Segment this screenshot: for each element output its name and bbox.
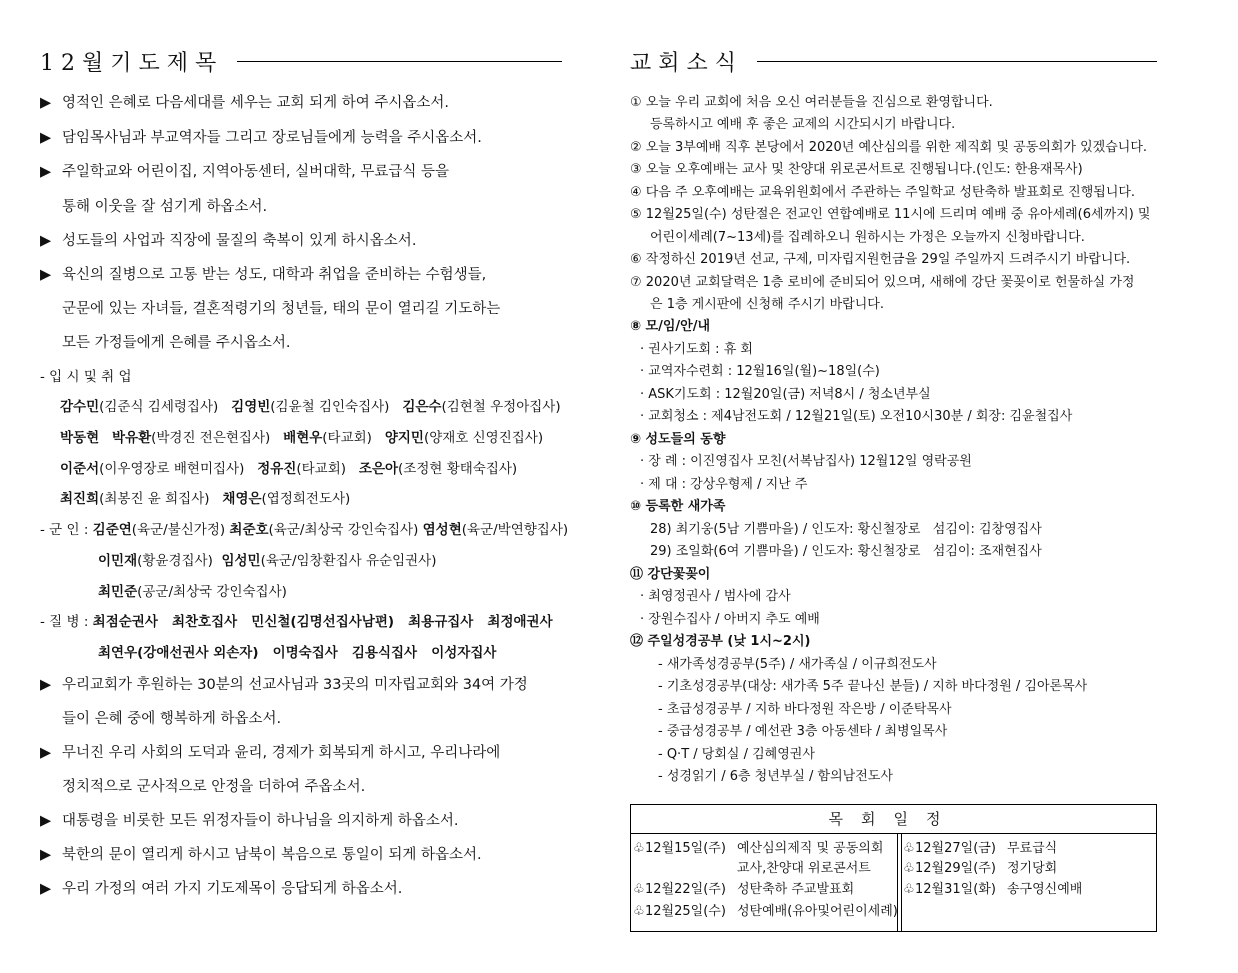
triangle-bullet-icon: ▶ <box>40 233 52 249</box>
news-item-cont: 은 1층 게시판에 신청해 주시기 바랍니다. <box>650 297 884 312</box>
prayer-item: ▶ 성도들의 사업과 직장에 물질의 축복이 있게 하시옵소서. <box>40 233 417 249</box>
illness-row: 최연우(강애선권사 외손자) 이명숙집사 김용식집사 이성자집사 <box>98 645 497 661</box>
prayer-item: ▶ 우리 가정의 여러 가지 기도제목이 응답되게 하옵소서. <box>40 881 403 897</box>
exam-row: 이준서(이우영장로 배현미집사) 정유진(타교회) 조은아(조정현 황태숙집사) <box>60 461 518 477</box>
prayer-item: ▶ 영적인 은혜로 다음세대를 세우는 교회 되게 하여 주시옵소서. <box>40 95 450 111</box>
new-family-item: 29) 조일화(6여 기쁨마을) / 인도자: 황신철장로 섬김이: 조재현집사 <box>650 544 1042 559</box>
members-item: · 장 례 : 이진영집사 모친(서복남집사) 12월12일 영락공원 <box>640 454 972 469</box>
meeting-item: · 교회청소 : 제4남전도회 / 12월21일(토) 오전10시30분 / 회장: 김윤철집사 <box>640 409 1073 424</box>
members-heading: ⑨ 성도들의 동향 <box>630 432 726 447</box>
bible-study-item: - 기초성경공부(대상: 새가족 5주 끝나신 분들) / 지하 바다정원 / 김아론목사 <box>658 679 1088 694</box>
prayer-item-cont: 모든 가정들에게 은혜를 주시옵소서. <box>62 335 291 351</box>
bible-study-item: - 성경읽기 / 6층 청년부실 / 함의남전도사 <box>658 769 893 784</box>
schedule-entry: ♧12월15일(주) 예산심의제직 및 공동의회 <box>633 841 884 856</box>
news-item-cont: 등록하시고 예배 후 좋은 교제의 시간되시기 바랍니다. <box>650 117 956 132</box>
new-family-heading: ⑩ 등록한 새가족 <box>630 499 726 514</box>
flowers-item: · 최영정권사 / 범사에 감사 <box>640 589 791 604</box>
clover-icon: ♧ <box>903 861 915 876</box>
illness-row: - 질 병 : 최점순권사 최찬호집사 민신철(김명선집사남편) 최용규집사 최정애권사 <box>40 614 553 630</box>
triangle-bullet-icon: ▶ <box>40 847 52 863</box>
news-item: ⑦ 2020년 교회달력은 1층 로비에 준비되어 있으며, 새해에 강단 꽃꽂이로 헌물하실 가정 <box>630 275 1135 290</box>
schedule-entry: ♧12월22일(주) 성탄축하 주교발표회 <box>633 882 855 897</box>
heading-rule <box>237 61 562 62</box>
news-item: ⑤ 12월25일(수) 성탄절은 전교인 연합예배로 11시에 드리며 예배 중 유아세례(6세까지) 및 <box>630 207 1151 222</box>
triangle-bullet-icon: ▶ <box>40 745 52 761</box>
news-item: ③ 오늘 오후예배는 교사 및 찬양대 위로콘서트로 진행됩니다.(인도: 한용재목사) <box>630 162 1083 177</box>
schedule-body: ♧12월15일(주) 예산심의제직 및 공동의회 교사,찬양대 위로콘서트 ♧12월22일(주) 성탄축하 주교발표회 ♧12월25일(수) 성탄예배(유아및어린이세례) ♧12월27일(금) 무료급식 ♧12월29일(주) 정기당회 ♧12월31일(화) 송구영신예배 <box>631 834 1156 932</box>
triangle-bullet-icon: ▶ <box>40 95 52 111</box>
exam-row: 감수민(김준식 김세령집사) 김영빈(김윤철 김인숙집사) 김은수(김현철 우정아집사) <box>60 399 561 415</box>
prayer-item: ▶ 무너진 우리 사회의 도덕과 윤리, 경제가 회복되게 하시고, 우리나라에 <box>40 745 501 761</box>
bible-study-heading: ⑫ 주일성경공부 (낮 1시~2시) <box>630 634 811 649</box>
prayer-item: ▶ 대통령을 비롯한 모든 위정자들이 하나님을 의지하게 하옵소서. <box>40 813 459 829</box>
prayer-item-cont: 정치적으로 군사적으로 안정을 더하여 주옵소서. <box>62 779 366 795</box>
meeting-item: · ASK기도회 : 12월20일(금) 저녁8시 / 청소년부실 <box>640 387 931 402</box>
triangle-bullet-icon: ▶ <box>40 813 52 829</box>
exam-section-label: - 입 시 및 취 업 <box>40 369 132 385</box>
meeting-item: · 권사기도회 : 휴 회 <box>640 342 753 357</box>
exam-row: 박동현 박유환(박경진 전은현집사) 배현우(타교회) 양지민(양재호 신영진집사) <box>60 430 544 446</box>
prayer-item-cont: 군문에 있는 자녀들, 결혼적령기의 청년들, 태의 문이 열리길 기도하는 <box>62 301 501 317</box>
members-item: · 제 대 : 강상우형제 / 지난 주 <box>640 477 808 492</box>
prayer-item-cont: 들이 은혜 중에 행복하게 하옵소서. <box>62 711 282 727</box>
prayer-item: ▶ 우리교회가 후원하는 30분의 선교사님과 33곳의 미자립교회와 34여 가정 <box>40 677 528 693</box>
prayer-title: 12월기도제목 <box>40 51 224 76</box>
triangle-bullet-icon: ▶ <box>40 267 52 283</box>
schedule-table <box>630 804 1157 932</box>
news-item: ① 오늘 우리 교회에 처음 오신 여러분들을 진심으로 환영합니다. <box>630 95 993 110</box>
schedule-title: 목회일정 <box>631 805 1156 834</box>
clover-icon: ♧ <box>903 882 915 897</box>
triangle-bullet-icon: ▶ <box>40 677 52 693</box>
heading-rule <box>757 61 1157 62</box>
triangle-bullet-icon: ▶ <box>40 164 52 180</box>
military-row: - 군 인 : 김준연(육군/불신가정) 최준호(육군/최상국 강인숙집사) 염성현(육군/박연향집사) <box>40 522 569 538</box>
new-family-item: 28) 최기웅(5남 기쁨마을) / 인도자: 황신철장로 섬김이: 김창영집사 <box>650 522 1042 537</box>
triangle-bullet-icon: ▶ <box>40 881 52 897</box>
bible-study-item: - 초급성경공부 / 지하 바다정원 작은방 / 이준탁목사 <box>658 702 952 717</box>
news-item-cont: 어린이세례(7~13세)를 집례하오니 원하시는 가정은 오늘까지 신청바랍니다. <box>650 230 1085 245</box>
flowers-item: · 장원수집사 / 아버지 추도 예배 <box>640 612 820 627</box>
prayer-heading <box>40 46 562 77</box>
meeting-item: · 교역자수련회 : 12월16일(월)~18일(수) <box>640 364 880 379</box>
prayer-item: ▶ 주일학교와 어린이집, 지역아동센터, 실버대학, 무료급식 등을 <box>40 164 450 180</box>
bible-study-item: - 중급성경공부 / 예선관 3층 아동센타 / 최병일목사 <box>658 724 948 739</box>
clover-icon: ♧ <box>903 841 915 856</box>
news-heading <box>630 46 1157 77</box>
prayer-item-cont: 통해 이웃을 잘 섬기게 하옵소서. <box>62 199 268 215</box>
prayer-item: ▶ 북한의 문이 열리게 하시고 남북이 복음으로 통일이 되게 하옵소서. <box>40 847 482 863</box>
triangle-bullet-icon: ▶ <box>40 130 52 146</box>
bible-study-item: - Q·T / 당회실 / 김혜영권사 <box>658 747 815 762</box>
schedule-entry: ♧12월31일(화) 송구영신예배 <box>903 882 1083 897</box>
military-row: 최민준(공군/최상국 강인숙집사) <box>98 584 287 600</box>
bible-study-item: - 새가족성경공부(5주) / 새가족실 / 이규희전도사 <box>658 657 937 672</box>
schedule-entry: ♧12월29일(주) 정기당회 <box>903 861 1058 876</box>
exam-row: 최진희(최봉진 윤 희집사) 채영은(엽정희전도사) <box>60 491 351 507</box>
schedule-entry: ♧12월25일(수) 성탄예배(유아및어린이세례) <box>633 904 898 919</box>
clover-icon: ♧ <box>633 904 645 919</box>
military-row: 이민재(황윤경집사) 임성민(육군/임창환집사 유순임권사) <box>98 553 437 569</box>
prayer-item: ▶ 담임목사님과 부교역자들 그리고 장로님들에게 능력을 주시옵소서. <box>40 130 482 146</box>
clover-icon: ♧ <box>633 882 645 897</box>
prayer-item: ▶ 육신의 질병으로 고통 받는 성도, 대학과 취업을 준비하는 수험생들, <box>40 267 487 283</box>
schedule-entry: ♧12월27일(금) 무료급식 <box>903 841 1058 856</box>
flowers-heading: ⑪ 강단꽃꽂이 <box>630 567 711 582</box>
clover-icon: ♧ <box>633 841 645 856</box>
news-item: ② 오늘 3부예배 직후 본당에서 2020년 예산심의를 위한 제직회 및 공동의회가 있겠습니다. <box>630 140 1148 155</box>
news-item: ④ 다음 주 오후예배는 교육위원회에서 주관하는 주일학교 성탄축하 발표회로 진행됩니다. <box>630 185 1136 200</box>
news-title: 교회소식 <box>630 51 744 76</box>
meeting-heading: ⑧ 모/임/안/내 <box>630 319 711 334</box>
news-item: ⑥ 작정하신 2019년 선교, 구제, 미자립지원헌금을 29일 주일까지 드려주시기 바랍니다. <box>630 252 1131 267</box>
